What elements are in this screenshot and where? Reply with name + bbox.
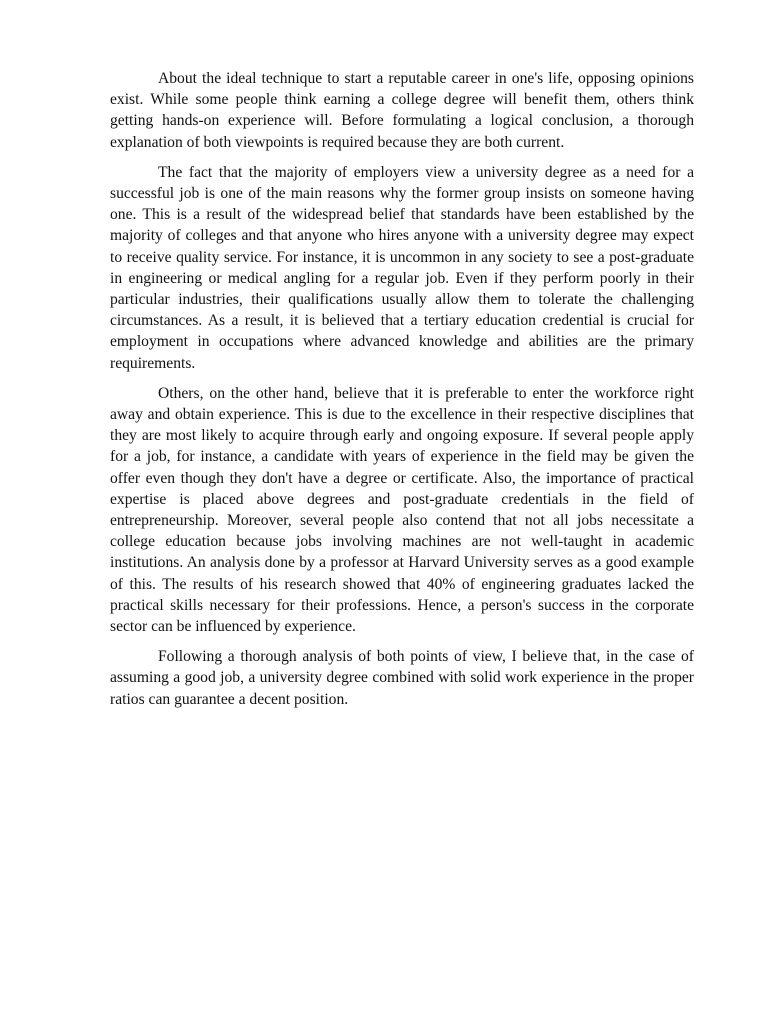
paragraph-experience-argument: Others, on the other hand, believe that it is preferable to enter the workforce right away and obtain experience. This is due to the excellence in their respective disciplines that they are most likely to acquire through early and ongoing exposure. If several people apply for a job, for instance, a candidate with years of experience in the field may be given the offer even though they don't have a degree or certificate. Also, the importance of practical expertise is placed above degrees and post-graduate credentials in the field of entrepreneurship. Moreover, several people also contend that not all jobs necessitate a college education because jobs involving machines are not well-taught in academic institutions. An analysis done by a professor at Harvard University serves as a good example of this. The results of his research showed that 40% of engineering graduates lacked the practical skills necessary for their professions. Hence, a person's success in the corporate sector can be influenced by experience.	[110, 384, 694, 636]
paragraph-degree-argument: The fact that the majority of employers view a university degree as a need for a successful job is one of the main reasons why the former group insists on someone having one. This is a result of the widespread belief that standards have been established by the majority of colleges and that anyone who hires anyone with a university degree may expect to receive quality service. For instance, it is uncommon in any society to see a post-graduate in engineering or medical angling for a regular job. Even if they perform poorly in their particular industries, their qualifications usually allow them to tolerate the challenging circumstances. As a result, it is believed that a tertiary education credential is crucial for employment in occupations where advanced knowledge and abilities are the primary requirements.	[110, 163, 694, 372]
essay-body	[110, 68, 694, 719]
paragraph-conclusion: Following a thorough analysis of both points of view, I believe that, in the case of assuming a good job, a university degree combined with solid work experience in the proper ratios can guarantee a decent position.	[110, 648, 694, 708]
paragraph-introduction: About the ideal technique to start a reputable career in one's life, opposing opinions exist. While some people think earning a college degree will benefit them, others think getting hands-on experience will. Before formulating a logical conclusion, a thorough explanation of both viewpoints is required because they are both current.	[110, 70, 694, 151]
